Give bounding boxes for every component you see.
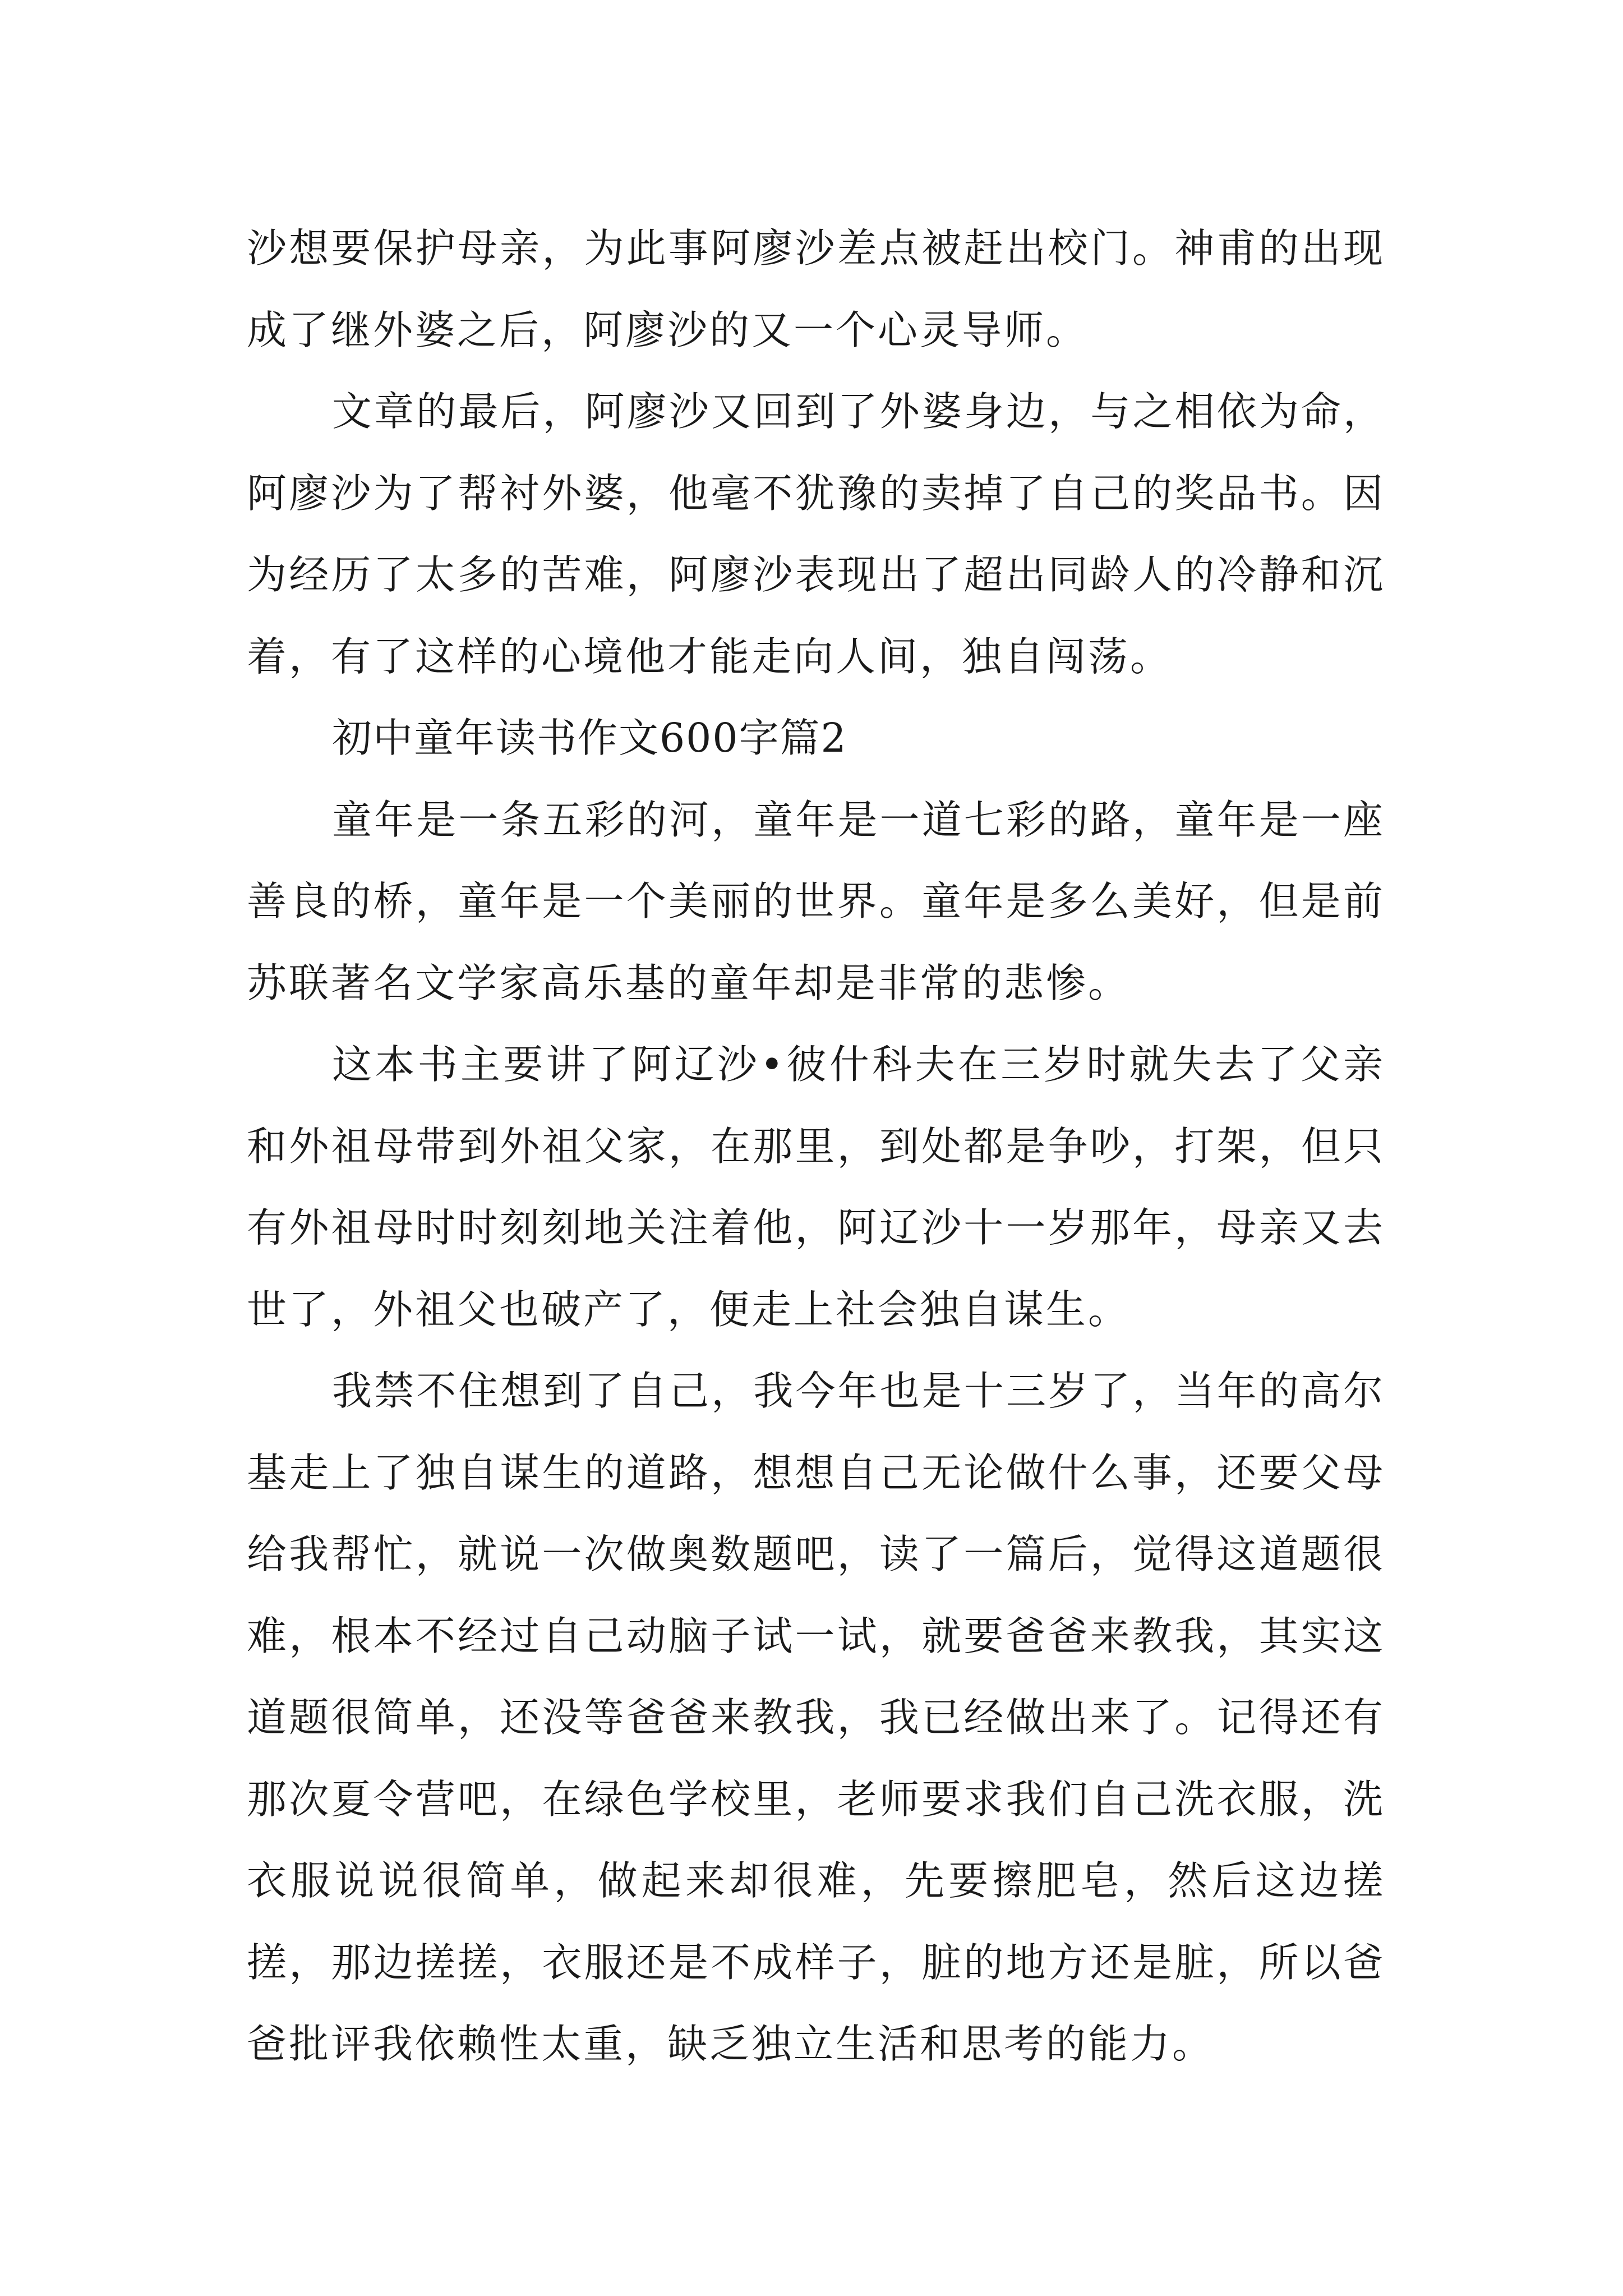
paragraph: 童年是一条五彩的河，童年是一道七彩的路，童年是一座善良的桥，童年是一个美丽的世界。童年是多么美好，但是前苏联著名文学家高乐基的童年却是非常的悲惨。 [247, 796, 1385, 1006]
paragraph: 文章的最后，阿廖沙又回到了外婆身边，与之相依为命，阿廖沙为了帮衬外婆，他毫不犹豫的卖掉了自己的奖品书。因为经历了太多的苦难，阿廖沙表现出了超出同龄人的冷静和沉着，有了这样的心境他才能走向人间，独自闯荡。 [247, 388, 1385, 680]
paragraph-continued: 沙想要保护母亲，为此事阿廖沙差点被赶出校门。神甫的出现成了继外婆之后，阿廖沙的又一个心灵导师。 [247, 225, 1385, 353]
section-heading: 初中童年读书作文600字篇2 [332, 715, 847, 761]
paragraph: 我禁不住想到了自己，我今年也是十三岁了，当年的高尔基走上了独自谋生的道路，想想自己无论做什么事，还要父母给我帮忙，就说一次做奥数题吧，读了一篇后，觉得这道题很难，根本不经过自己动脑子试一试，就要爸爸来教我，其实这道题很简单，还没等爸爸来教我，我已经做出来了。记得还有那次夏令营吧，在绿色学校里，老师要求我们自己洗衣服，洗衣服说说很简单，做起来却很难，先要擦肥皂，然后这边搓搓，那边搓搓，衣服还是不成样子，脏的地方还是脏，所以爸爸批评我依赖性太重，缺乏独立生活和思考的能力。 [247, 1368, 1385, 2067]
document-body [247, 208, 1385, 2085]
paragraph: 这本书主要讲了阿辽沙•彼什科夫在三岁时就失去了父亲和外祖母带到外祖父家，在那里，到处都是争吵，打架，但只有外祖母时时刻刻地关注着他，阿辽沙十一岁那年，母亲又去世了，外祖父也破产了，便走上社会独自谋生。 [247, 1041, 1385, 1333]
